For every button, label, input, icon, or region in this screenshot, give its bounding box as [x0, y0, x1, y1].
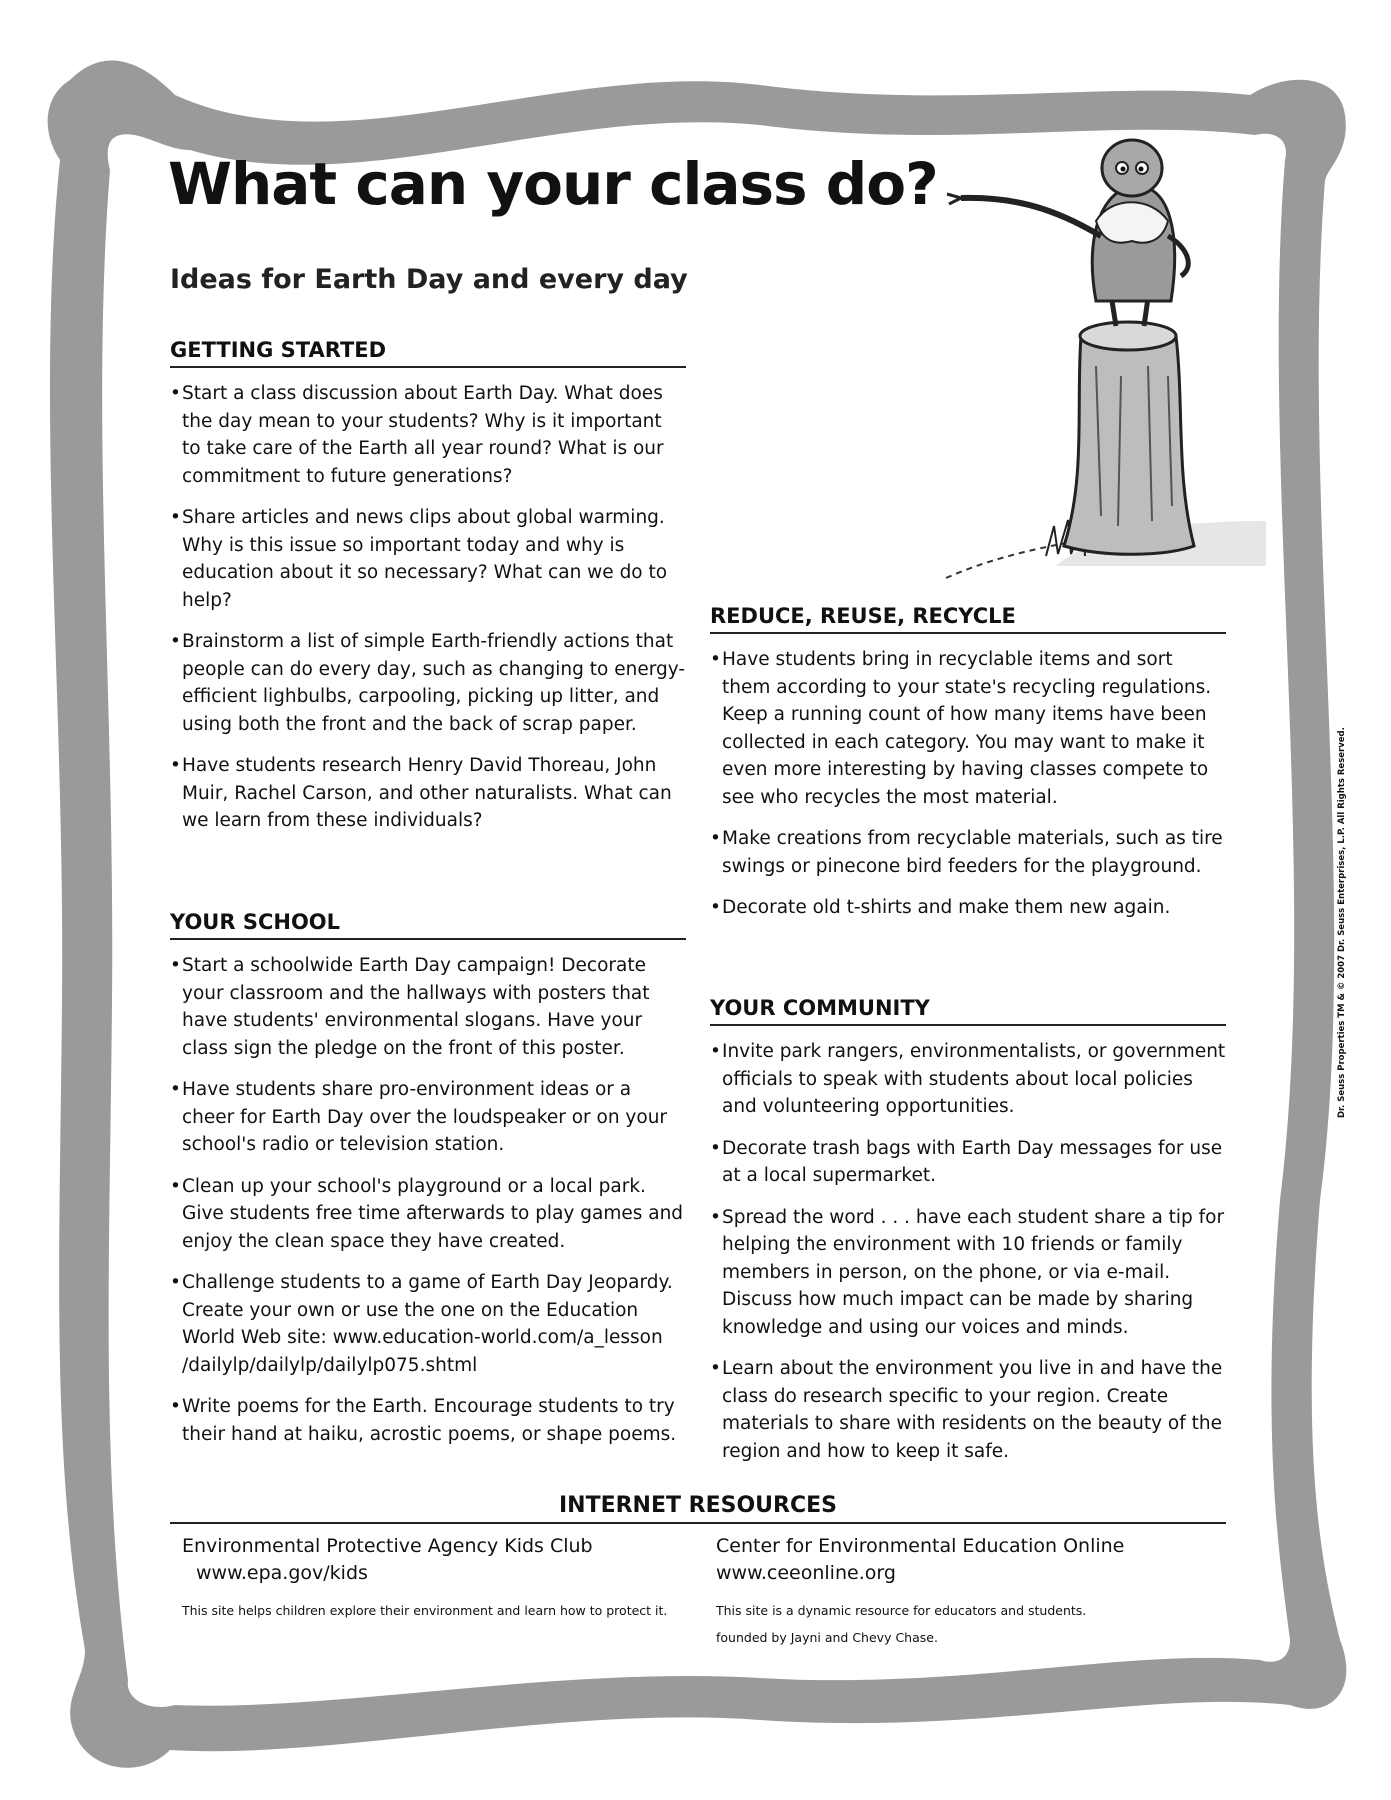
section-heading: GETTING STARTED [170, 338, 686, 368]
lorax-illustration [936, 126, 1276, 586]
section-heading: REDUCE, REUSE, RECYCLE [710, 604, 1226, 634]
list-item: • Start a class discussion about Earth Day. What does the day mean to your students? Why is it important to take care of the Earth all year round? What is our commitment to future generations? [170, 380, 686, 490]
list-item: • Invite park rangers, environmentalists, or government officials to speak with students about local policies and volunteering opportunities. [710, 1038, 1226, 1121]
bullet-list [710, 646, 1226, 922]
section-getting-started [170, 338, 686, 849]
section-your-community [710, 996, 1226, 1479]
list-item: • Have students research Henry David Thoreau, John Muir, Rachel Carson, and other naturalists. What can we learn from these individuals? [170, 752, 686, 835]
copyright-notice [1337, 727, 1351, 1118]
bullet-list [170, 380, 686, 835]
section-heading: YOUR COMMUNITY [710, 996, 1226, 1026]
resource-link[interactable]: www.epa.gov/kids [196, 1562, 368, 1584]
resource-description: This site helps children explore their environment and learn how to protect it. [182, 1603, 668, 1618]
list-item: • Share articles and news clips about global warming. Why is this issue so important today and why is education about it so necessary? What can we do to help? [170, 504, 686, 614]
bullet-list [170, 952, 686, 1448]
list-item: • Decorate old t-shirts and make them new again. [710, 894, 1226, 922]
bullet-list [710, 1038, 1226, 1465]
copyright-text: Dr. Seuss Properties TM & © 2007 Dr. Seuss Enterprises, L.P. All Rights Reserved. [1337, 727, 1347, 1118]
list-item: • Start a schoolwide Earth Day campaign! Decorate your classroom and the hallways with posters that have students' environmental slogans. Have your class sign the pledge on the front of this poster. [170, 952, 686, 1062]
resource-name: Center for Environmental Education Online [716, 1535, 1125, 1557]
page-subtitle: Ideas for Earth Day and every day [170, 264, 688, 295]
list-item: • Brainstorm a list of simple Earth-friendly actions that people can do every day, such as changing to energy-efficient lighbulbs, carpooling, picking up litter, and using both the front and the back of scrap paper. [170, 628, 686, 738]
section-heading: YOUR SCHOOL [170, 910, 686, 940]
list-item: • Clean up your school's playground or a local park. Give students free time afterwards to play games and enjoy the clean space they have created. [170, 1173, 686, 1256]
list-item: • Learn about the environment you live in and have the class do research specific to your region. Create materials to share with residents on the beauty of the region and how to keep it safe. [710, 1355, 1226, 1465]
list-item: • Spread the word . . . have each student share a tip for helping the environment with 10 friends or family members in person, on the phone, or via e-mail. Discuss how much impact can be made by sharing knowledge and using our voices and minds. [710, 1204, 1226, 1342]
list-item: • Make creations from recyclable materials, such as tire swings or pinecone bird feeders for the playground. [710, 825, 1226, 880]
list-item: • Have students share pro-environment ideas or a cheer for Earth Day over the loudspeaker or on your school's radio or television station. [170, 1076, 686, 1159]
page-title: What can your class do? [168, 150, 938, 218]
list-item: • Challenge students to a game of Earth Day Jeopardy. Create your own or use the one on the Education World Web site: www.education-world.com/a_lesson /dailylp/dailylp/dailylp075.shtml [170, 1269, 686, 1379]
list-item: • Decorate trash bags with Earth Day messages for use at a local supermarket. [710, 1135, 1226, 1190]
resource-ceeonline [716, 1533, 1236, 1651]
resource-name: Environmental Protective Agency Kids Club [182, 1535, 593, 1557]
resource-epa [182, 1533, 702, 1624]
section-reduce-reuse-recycle [710, 604, 1226, 936]
resource-description: This site is a dynamic resource for educators and students. founded by Jayni and Chevy Chase. [716, 1603, 1087, 1645]
resource-link[interactable]: www.ceeonline.org [716, 1562, 896, 1584]
list-item: • Have students bring in recyclable items and sort them according to your state's recycling regulations. Keep a running count of how many items have been collected in each category. You may want to make it even more interesting by having classes compete to see who recycles the most material. [710, 646, 1226, 811]
section-your-school [170, 910, 686, 1462]
list-item: • Write poems for the Earth. Encourage students to try their hand at haiku, acrostic poems, or shape poems. [170, 1393, 686, 1448]
resources-heading: INTERNET RESOURCES [170, 1493, 1226, 1524]
